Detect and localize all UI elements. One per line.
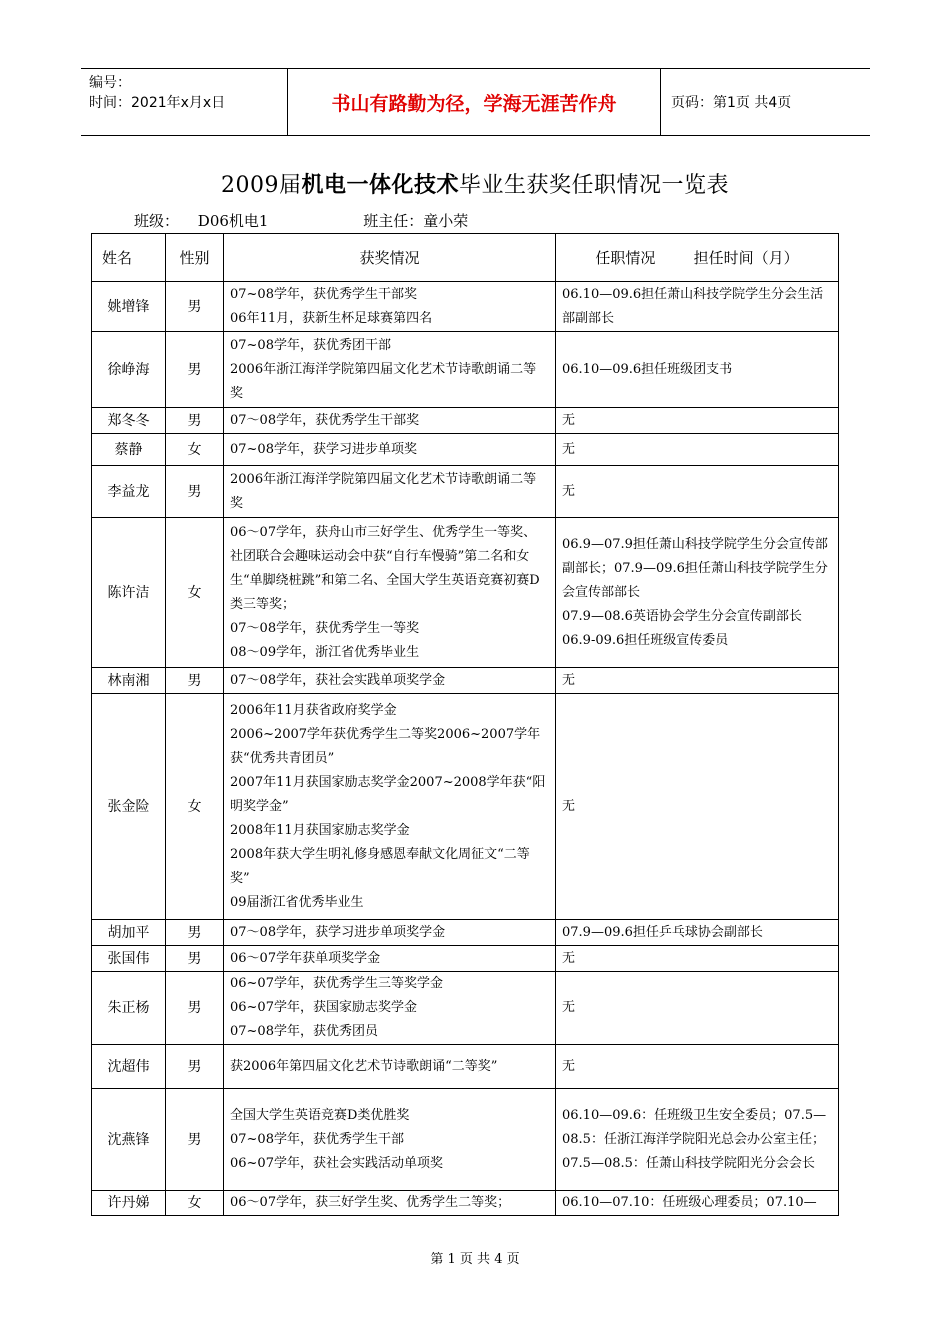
cell-posts bbox=[556, 1191, 839, 1216]
table-row bbox=[92, 518, 839, 668]
cell-gender: 男 bbox=[166, 920, 224, 946]
awards-table bbox=[91, 233, 839, 1216]
time-label: 时间：2021年x月x日 bbox=[89, 95, 226, 111]
cell-name: 张金险 bbox=[92, 694, 166, 920]
awards-line: 07～08学年，获优秀学生干部奖 bbox=[230, 412, 420, 428]
cell-gender: 男 bbox=[166, 1089, 224, 1191]
awards-line: 06~07学年，获优秀学生三等奖学金 bbox=[230, 976, 443, 991]
cell-awards bbox=[224, 946, 556, 972]
awards-line: 07~08学年，获优秀学生干部 bbox=[230, 1131, 404, 1147]
page-title bbox=[0, 168, 950, 199]
awards-line: 2006~2007学年获优秀学生二等奖2006~2007学年获“优秀共青团员” bbox=[230, 726, 541, 766]
posts-line: 无 bbox=[562, 412, 576, 428]
awards-line: 07~08学年，获优秀团员 bbox=[230, 1024, 378, 1039]
cell-gender: 女 bbox=[166, 1191, 224, 1216]
cell-awards bbox=[224, 1191, 556, 1216]
cell-gender: 男 bbox=[166, 332, 224, 408]
cell-gender: 男 bbox=[166, 668, 224, 694]
awards-line: 09届浙江省优秀毕业生 bbox=[230, 894, 364, 910]
awards-line: 07～08学年，获学习进步单项奖学金 bbox=[230, 924, 446, 940]
cell-posts bbox=[556, 518, 839, 668]
class-info bbox=[134, 210, 468, 231]
cell-name: 陈许洁 bbox=[92, 518, 166, 668]
posts-line: 07.9—08.6英语协会学生分会宣传副部长 bbox=[562, 608, 802, 624]
posts-line: 06.10—09.6：任班级卫生安全委员；07.5—08.5：任浙江海洋学院阳光总会办公室主任；07.5—08.5：任萧山科技学院阳光分会会长 bbox=[562, 1107, 827, 1171]
cell-awards bbox=[224, 1089, 556, 1191]
page-header bbox=[81, 68, 870, 136]
page-footer: 第 1 页 共 4 页 bbox=[430, 1252, 520, 1267]
cell-gender: 男 bbox=[166, 946, 224, 972]
awards-line: 2008年获大学生明礼修身感恩奉献文化周征文“二等奖” bbox=[230, 846, 530, 886]
header-awards: 获奖情况 bbox=[224, 234, 556, 282]
cell-posts bbox=[556, 668, 839, 694]
cell-awards bbox=[224, 972, 556, 1045]
header-meta bbox=[81, 69, 288, 136]
cell-awards bbox=[224, 668, 556, 694]
title-prefix: 2009届 bbox=[220, 173, 302, 198]
cell-posts bbox=[556, 282, 839, 332]
awards-line: 2006年浙江海洋学院第四届文化艺术节诗歌朗诵二等奖 bbox=[230, 361, 537, 401]
cell-gender: 男 bbox=[166, 1045, 224, 1089]
table-row bbox=[92, 434, 839, 466]
header-motto: 书山有路勤为径，学海无涯苦作舟 bbox=[288, 69, 661, 136]
cell-gender: 女 bbox=[166, 434, 224, 466]
posts-line: 06.10—09.6担任萧山科技学院学生分会生活部副部长 bbox=[562, 286, 824, 326]
posts-line: 07.9—09.6担任乒乓球协会副部长 bbox=[562, 924, 763, 940]
awards-line: 2008年11月获国家励志奖学金 bbox=[230, 822, 410, 838]
awards-line: 2006年11月获省政府奖学金 bbox=[230, 702, 397, 718]
header-name: 姓名 bbox=[92, 234, 166, 282]
teacher-label: 班主任： bbox=[363, 212, 424, 230]
awards-line: 全国大学生英语竞赛D类优胜奖 bbox=[230, 1107, 410, 1123]
table-row bbox=[92, 1191, 839, 1216]
cell-posts bbox=[556, 466, 839, 518]
cell-awards bbox=[224, 332, 556, 408]
cell-name: 林南湘 bbox=[92, 668, 166, 694]
awards-line: 06~07学年，获社会实践活动单项奖 bbox=[230, 1155, 443, 1171]
class-label: 班级： bbox=[134, 212, 180, 230]
table-row bbox=[92, 1045, 839, 1089]
cell-name: 张国伟 bbox=[92, 946, 166, 972]
awards-line: 2006年浙江海洋学院第四届文化艺术节诗歌朗诵二等奖 bbox=[230, 471, 537, 511]
cell-name: 蔡静 bbox=[92, 434, 166, 466]
cell-awards bbox=[224, 694, 556, 920]
table-row bbox=[92, 972, 839, 1045]
header-gender: 性别 bbox=[166, 234, 224, 282]
cell-gender: 女 bbox=[166, 694, 224, 920]
cell-awards bbox=[224, 282, 556, 332]
cell-posts bbox=[556, 1089, 839, 1191]
posts-line: 06.10—07.10：任班级心理委员；07.10— bbox=[562, 1195, 817, 1210]
table-header-row bbox=[92, 234, 839, 282]
cell-name: 胡加平 bbox=[92, 920, 166, 946]
title-suffix: 毕业生获奖任职情况一览表 bbox=[459, 173, 730, 198]
posts-line: 无 bbox=[562, 441, 576, 457]
cell-name: 郑冬冬 bbox=[92, 408, 166, 434]
cell-awards bbox=[224, 408, 556, 434]
awards-line: 2007年11月获国家励志奖学金2007~2008学年获“阳明奖学金” bbox=[230, 774, 546, 814]
posts-line: 无 bbox=[562, 950, 576, 966]
number-label: 编号： bbox=[89, 75, 131, 91]
posts-line: 无 bbox=[562, 1058, 576, 1074]
class-value: D06机电1 bbox=[197, 212, 269, 230]
posts-line: 无 bbox=[562, 798, 576, 814]
table-row bbox=[92, 466, 839, 518]
cell-name: 徐峥海 bbox=[92, 332, 166, 408]
awards-line: 07~08学年，获优秀学生干部奖 bbox=[230, 286, 417, 302]
awards-line: 08～09学年，浙江省优秀毕业生 bbox=[230, 644, 420, 660]
posts-line: 06.9—07.9担任萧山科技学院学生分会宣传部副部长；07.9—09.6担任萧山科技学院学生分会宣传部部长 bbox=[562, 536, 828, 600]
table-row bbox=[92, 694, 839, 920]
cell-gender: 男 bbox=[166, 466, 224, 518]
teacher-value: 童小荣 bbox=[423, 212, 469, 230]
awards-line: 07~08学年，获优秀团干部 bbox=[230, 337, 391, 353]
table-row bbox=[92, 282, 839, 332]
cell-gender: 女 bbox=[166, 518, 224, 668]
cell-posts bbox=[556, 946, 839, 972]
awards-line: 06年11月，获新生杯足球赛第四名 bbox=[230, 310, 433, 326]
awards-line: 06～07学年，获舟山市三好学生、优秀学生一等奖、社团联合会趣味运动会中获“自行车慢骑”第二名和女生“单脚绕桩跳”和第二名、全国大学生英语竞赛初赛D类三等奖； bbox=[230, 524, 540, 612]
cell-posts bbox=[556, 1045, 839, 1089]
posts-line: 06.10—09.6担任班级团支书 bbox=[562, 361, 733, 377]
cell-name: 许丹娣 bbox=[92, 1191, 166, 1216]
awards-line: 06～07学年，获三好学生奖、优秀学生二等奖； bbox=[230, 1195, 511, 1210]
cell-posts bbox=[556, 408, 839, 434]
cell-posts bbox=[556, 920, 839, 946]
cell-gender: 男 bbox=[166, 282, 224, 332]
cell-posts bbox=[556, 694, 839, 920]
awards-line: 07~08学年，获学习进步单项奖 bbox=[230, 441, 417, 457]
posts-line: 无 bbox=[562, 1000, 576, 1015]
awards-line: 06～07学年获单项奖学金 bbox=[230, 950, 381, 966]
awards-line: 07～08学年，获优秀学生一等奖 bbox=[230, 620, 420, 636]
table-row bbox=[92, 668, 839, 694]
awards-line: 07～08学年，获社会实践单项奖学金 bbox=[230, 672, 446, 688]
posts-line: 06.9-09.6担任班级宣传委员 bbox=[562, 632, 729, 648]
posts-line: 无 bbox=[562, 483, 576, 499]
cell-gender: 男 bbox=[166, 408, 224, 434]
cell-name: 李益龙 bbox=[92, 466, 166, 518]
header-page-info: 页码：第1页 共4页 bbox=[661, 69, 871, 136]
title-major: 机电一体化技术 bbox=[301, 173, 459, 198]
awards-line: 获2006年第四届文化艺术节诗歌朗诵“二等奖” bbox=[230, 1058, 498, 1074]
table-row bbox=[92, 408, 839, 434]
table-row bbox=[92, 946, 839, 972]
table-row bbox=[92, 1089, 839, 1191]
posts-line: 无 bbox=[562, 672, 576, 688]
cell-name: 朱正杨 bbox=[92, 972, 166, 1045]
table-row bbox=[92, 920, 839, 946]
table-body bbox=[92, 282, 839, 1216]
cell-posts bbox=[556, 434, 839, 466]
cell-name: 姚增锋 bbox=[92, 282, 166, 332]
cell-awards bbox=[224, 1045, 556, 1089]
cell-name: 沈燕锋 bbox=[92, 1089, 166, 1191]
table-row bbox=[92, 332, 839, 408]
cell-awards bbox=[224, 434, 556, 466]
awards-line: 06~07学年，获国家励志奖学金 bbox=[230, 1000, 417, 1015]
cell-posts bbox=[556, 332, 839, 408]
cell-awards bbox=[224, 518, 556, 668]
header-posts: 任职情况 担任时间（月） bbox=[556, 234, 839, 282]
cell-awards bbox=[224, 466, 556, 518]
cell-posts bbox=[556, 972, 839, 1045]
cell-name: 沈超伟 bbox=[92, 1045, 166, 1089]
cell-awards bbox=[224, 920, 556, 946]
cell-gender: 男 bbox=[166, 972, 224, 1045]
